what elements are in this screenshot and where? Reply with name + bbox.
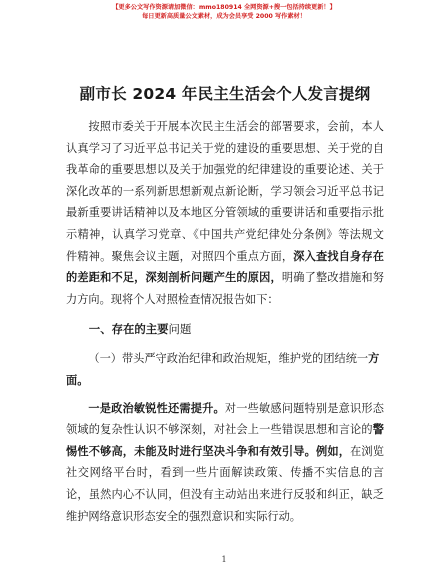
- point-1-paragraph: [66, 398, 384, 528]
- document-title: 副市长 2024 年民主生活会个人发言提纲: [79, 85, 371, 103]
- intro-paragraph: [66, 116, 384, 310]
- promo-banner-line-2: 每日更新高质量公文素材，成为会员享受 2000 写作素材！: [142, 13, 306, 20]
- promo-banner: [0, 3, 448, 21]
- point-1-text-a: 对一些敏感问题特别是意识形态领域的复杂性认识不够深刻，对社会上一些错误思想和言论的: [66, 401, 384, 437]
- intro-text-a: 按照市委关于开展本次民主生活会的部署要求，会前，本人认真学习了习近平总书记关于党的建设的重要思想、关于党的自我革命的重要思想以及关于加强党的纪律建设的重要论述、关于深化改革的一系列新思想新观点新论断，学习领会习近平总书记最新重要讲话精神以及本地区分管领域的重要讲话和重要指示批示精神，认真学习党章、《中国共产党纪律处分条例》等法规文件精神。聚焦会议主题，对照四个重点方面，: [66, 120, 384, 263]
- subsection-heading-1: [66, 348, 384, 391]
- subsection-heading-1-text: （一）带头严守政治纪律和政治规矩，维护党的团结统一: [88, 352, 369, 366]
- section-heading-1-light: 问题: [168, 322, 192, 337]
- section-heading-1-bold: 一、存在的主要: [88, 322, 169, 337]
- intro-text-c: 明确了整改措施和努力方向。现将个人对照检查情况报告如下：: [66, 271, 384, 306]
- section-heading-1: [66, 319, 384, 339]
- point-1-lead: 一是政治敏锐性还需提升。: [88, 400, 225, 415]
- page-number: 1: [221, 555, 227, 564]
- point-1-text-b: 在浏览社交网络平台时，看到一些片面解读政策、传播不实信息的言论，虽然内心不认同，但没有主动站出来进行反驳和纠正，缺乏维护网络意识形态安全的强烈意识和实际行动。: [66, 444, 384, 523]
- document-body: [66, 84, 384, 527]
- promo-banner-line-1: 【更多公文写作资源请加微信：mmo180914 全网资源+搜一包括持续更新！】: [112, 4, 336, 11]
- point-1-emphasis: 警惕性不够高，未能及时进行坚决斗争和有效引导。例如，: [66, 422, 384, 458]
- subsection-heading-1-tail: 方面。: [66, 351, 380, 387]
- intro-text-b: 深入查找自身存在的差距和不足，深刻剖析问题产生的原因，: [66, 248, 384, 285]
